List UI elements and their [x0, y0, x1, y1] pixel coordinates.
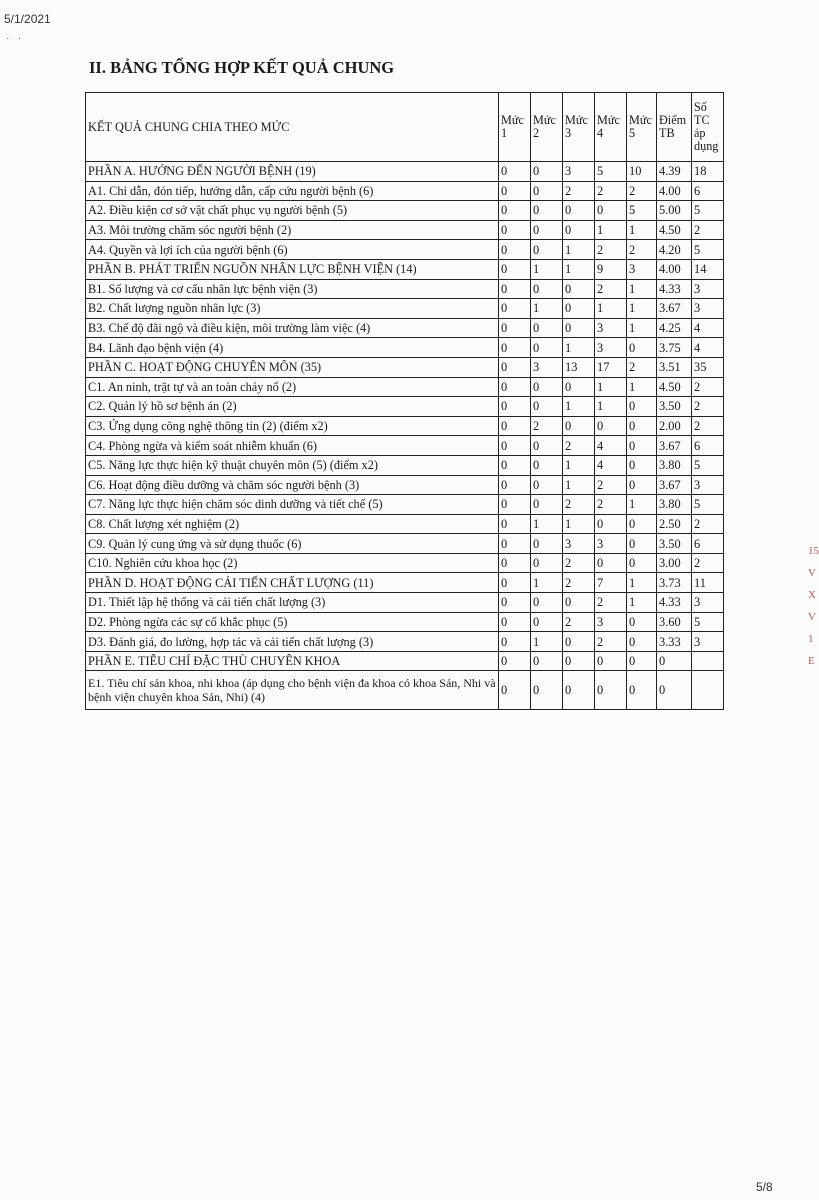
level-3-count: 0: [563, 279, 595, 299]
level-2-count: 0: [531, 162, 563, 182]
average-score: 4.00: [657, 181, 692, 201]
level-2-count: 0: [531, 377, 563, 397]
level-4-count: 0: [595, 416, 627, 436]
page-number: 5/8: [756, 1180, 773, 1194]
level-4-count: 3: [595, 318, 627, 338]
level-2-count: 0: [531, 397, 563, 417]
table-row: [86, 514, 724, 534]
criteria-count: 6: [692, 534, 724, 554]
table-row: [86, 553, 724, 573]
row-category: A3. Môi trường chăm sóc người bệnh (2): [86, 220, 499, 240]
criteria-count: [692, 671, 724, 710]
level-1-count: 0: [499, 612, 531, 632]
level-4-count: 2: [595, 593, 627, 613]
criteria-count: 14: [692, 259, 724, 279]
average-score: 4.25: [657, 318, 692, 338]
criteria-count: 6: [692, 436, 724, 456]
criteria-count: 2: [692, 397, 724, 417]
level-2-count: 0: [531, 436, 563, 456]
level-1-count: 0: [499, 495, 531, 515]
level-2-count: 0: [531, 651, 563, 671]
level-4-count: 1: [595, 220, 627, 240]
level-4-count: 0: [595, 514, 627, 534]
level-2-count: 0: [531, 201, 563, 221]
level-5-count: 0: [627, 612, 657, 632]
row-category: C9. Quản lý cung ứng và sử dụng thuốc (6): [86, 534, 499, 554]
margin-mark: 1: [808, 633, 814, 645]
level-2-count: 1: [531, 259, 563, 279]
level-3-count: 1: [563, 338, 595, 358]
header-criteria-count: Số TC áp dụng: [692, 93, 724, 162]
level-3-count: 0: [563, 632, 595, 652]
level-1-count: 0: [499, 259, 531, 279]
level-3-count: 1: [563, 514, 595, 534]
average-score: 4.33: [657, 593, 692, 613]
average-score: 0: [657, 651, 692, 671]
level-3-count: 1: [563, 455, 595, 475]
level-1-count: 0: [499, 220, 531, 240]
level-2-count: 0: [531, 455, 563, 475]
table-row: [86, 279, 724, 299]
level-1-count: 0: [499, 279, 531, 299]
row-category: PHẦN C. HOẠT ĐỘNG CHUYÊN MÔN (35): [86, 357, 499, 377]
table-row: [86, 201, 724, 221]
criteria-count: 18: [692, 162, 724, 182]
level-5-count: 10: [627, 162, 657, 182]
criteria-count: [692, 651, 724, 671]
level-1-count: 0: [499, 632, 531, 652]
level-2-count: 0: [531, 318, 563, 338]
level-1-count: 0: [499, 201, 531, 221]
header-average-score: Điểm TB: [657, 93, 692, 162]
level-2-count: 0: [531, 181, 563, 201]
criteria-count: 5: [692, 240, 724, 260]
level-2-count: 1: [531, 632, 563, 652]
level-4-count: 0: [595, 553, 627, 573]
level-1-count: 0: [499, 240, 531, 260]
criteria-count: 5: [692, 495, 724, 515]
row-category: A4. Quyền và lợi ích của người bệnh (6): [86, 240, 499, 260]
level-3-count: 0: [563, 220, 595, 240]
table-row: [86, 671, 724, 710]
level-5-count: 1: [627, 318, 657, 338]
level-3-count: 1: [563, 397, 595, 417]
level-1-count: 0: [499, 514, 531, 534]
level-5-count: 0: [627, 651, 657, 671]
row-category: C10. Nghiên cứu khoa học (2): [86, 553, 499, 573]
criteria-count: 3: [692, 279, 724, 299]
level-5-count: 2: [627, 181, 657, 201]
level-4-count: 5: [595, 162, 627, 182]
table-row: [86, 495, 724, 515]
level-1-count: 0: [499, 534, 531, 554]
row-category: PHẦN E. TIÊU CHÍ ĐẶC THÙ CHUYÊN KHOA: [86, 651, 499, 671]
table-row: [86, 651, 724, 671]
average-score: 3.67: [657, 299, 692, 319]
level-5-count: 0: [627, 338, 657, 358]
table-row: [86, 612, 724, 632]
criteria-count: 4: [692, 338, 724, 358]
level-2-count: 2: [531, 416, 563, 436]
criteria-count: 11: [692, 573, 724, 593]
average-score: 3.80: [657, 495, 692, 515]
average-score: 3.80: [657, 455, 692, 475]
row-category: E1. Tiêu chí sản khoa, nhi khoa (áp dụng cho bệnh viện đa khoa có khoa Sản, Nhi và bệnh viện chuyên khoa Sản, Nhi) (4): [86, 671, 499, 710]
table-row: [86, 299, 724, 319]
row-category: PHẦN D. HOẠT ĐỘNG CẢI TIẾN CHẤT LƯỢNG (11): [86, 573, 499, 593]
level-5-count: 3: [627, 259, 657, 279]
header-level-2: Mức 2: [531, 93, 563, 162]
average-score: 3.60: [657, 612, 692, 632]
level-4-count: 2: [595, 181, 627, 201]
results-table: [85, 92, 724, 710]
level-4-count: 4: [595, 455, 627, 475]
criteria-count: 3: [692, 593, 724, 613]
row-category: D3. Đánh giá, đo lường, hợp tác và cải tiến chất lượng (3): [86, 632, 499, 652]
table-row: [86, 455, 724, 475]
level-2-count: 0: [531, 671, 563, 710]
table-row: [86, 632, 724, 652]
level-1-count: 0: [499, 397, 531, 417]
level-5-count: 0: [627, 632, 657, 652]
row-category: PHẦN A. HƯỚNG ĐẾN NGƯỜI BỆNH (19): [86, 162, 499, 182]
level-2-count: 0: [531, 593, 563, 613]
average-score: 3.75: [657, 338, 692, 358]
level-4-count: 0: [595, 201, 627, 221]
level-1-count: 0: [499, 162, 531, 182]
level-2-count: 3: [531, 357, 563, 377]
level-3-count: 0: [563, 299, 595, 319]
level-5-count: 1: [627, 377, 657, 397]
header-level-4: Mức 4: [595, 93, 627, 162]
level-2-count: 1: [531, 573, 563, 593]
level-3-count: 0: [563, 671, 595, 710]
level-5-count: 0: [627, 455, 657, 475]
average-score: 3.73: [657, 573, 692, 593]
average-score: 3.51: [657, 357, 692, 377]
table-row: [86, 357, 724, 377]
level-3-count: 1: [563, 240, 595, 260]
level-4-count: 2: [595, 279, 627, 299]
criteria-count: 2: [692, 514, 724, 534]
criteria-count: 2: [692, 220, 724, 240]
table-row: [86, 593, 724, 613]
level-4-count: 1: [595, 397, 627, 417]
level-4-count: 17: [595, 357, 627, 377]
level-2-count: 1: [531, 299, 563, 319]
level-3-count: 2: [563, 553, 595, 573]
row-category: A1. Chỉ dẫn, đón tiếp, hướng dẫn, cấp cứu người bệnh (6): [86, 181, 499, 201]
header-level-1: Mức 1: [499, 93, 531, 162]
level-5-count: 0: [627, 534, 657, 554]
level-2-count: 0: [531, 495, 563, 515]
table-row: [86, 338, 724, 358]
criteria-count: 2: [692, 377, 724, 397]
print-date: 5/1/2021: [4, 12, 51, 26]
level-5-count: 5: [627, 201, 657, 221]
level-3-count: 0: [563, 377, 595, 397]
level-5-count: 1: [627, 573, 657, 593]
level-4-count: 4: [595, 436, 627, 456]
level-2-count: 0: [531, 475, 563, 495]
level-2-count: 0: [531, 534, 563, 554]
margin-mark: X: [808, 589, 816, 601]
level-5-count: 0: [627, 553, 657, 573]
level-2-count: 0: [531, 553, 563, 573]
row-category: PHẦN B. PHÁT TRIỂN NGUỒN NHÂN LỰC BỆNH VIỆN (14): [86, 259, 499, 279]
criteria-count: 2: [692, 553, 724, 573]
level-4-count: 3: [595, 338, 627, 358]
average-score: 2.00: [657, 416, 692, 436]
table-header-row: [86, 93, 724, 162]
row-category: A2. Điều kiện cơ sở vật chất phục vụ người bệnh (5): [86, 201, 499, 221]
level-1-count: 0: [499, 181, 531, 201]
level-3-count: 3: [563, 162, 595, 182]
criteria-count: 2: [692, 416, 724, 436]
level-5-count: 0: [627, 514, 657, 534]
level-5-count: 2: [627, 240, 657, 260]
average-score: 3.50: [657, 397, 692, 417]
level-2-count: 0: [531, 279, 563, 299]
header-category: KẾT QUẢ CHUNG CHIA THEO MỨC: [86, 93, 499, 162]
row-category: C8. Chất lượng xét nghiệm (2): [86, 514, 499, 534]
level-3-count: 2: [563, 436, 595, 456]
criteria-count: 4: [692, 318, 724, 338]
level-4-count: 2: [595, 632, 627, 652]
average-score: 3.50: [657, 534, 692, 554]
table-row: [86, 534, 724, 554]
criteria-count: 5: [692, 201, 724, 221]
criteria-count: 5: [692, 612, 724, 632]
level-1-count: 0: [499, 573, 531, 593]
level-2-count: 0: [531, 220, 563, 240]
level-2-count: 0: [531, 612, 563, 632]
level-5-count: 0: [627, 671, 657, 710]
level-5-count: 1: [627, 495, 657, 515]
level-1-count: 0: [499, 651, 531, 671]
header-level-3: Mức 3: [563, 93, 595, 162]
margin-mark: 15: [808, 545, 819, 557]
criteria-count: 35: [692, 357, 724, 377]
table-row: [86, 397, 724, 417]
margin-mark: V: [808, 567, 816, 579]
average-score: 4.50: [657, 220, 692, 240]
level-3-count: 1: [563, 475, 595, 495]
average-score: 4.00: [657, 259, 692, 279]
criteria-count: 5: [692, 455, 724, 475]
level-1-count: 0: [499, 299, 531, 319]
table-row: [86, 220, 724, 240]
level-1-count: 0: [499, 338, 531, 358]
table-row: [86, 377, 724, 397]
level-4-count: 2: [595, 495, 627, 515]
level-1-count: 0: [499, 553, 531, 573]
level-5-count: 0: [627, 475, 657, 495]
level-4-count: 7: [595, 573, 627, 593]
table-row: [86, 259, 724, 279]
level-3-count: 0: [563, 416, 595, 436]
row-category: B4. Lãnh đạo bệnh viện (4): [86, 338, 499, 358]
table-row: [86, 162, 724, 182]
section-title: II. BẢNG TỔNG HỢP KẾT QUẢ CHUNG: [89, 58, 395, 77]
average-score: 0: [657, 671, 692, 710]
row-category: B2. Chất lượng nguồn nhân lực (3): [86, 299, 499, 319]
level-4-count: 2: [595, 475, 627, 495]
level-3-count: 0: [563, 593, 595, 613]
average-score: 3.00: [657, 553, 692, 573]
level-5-count: 1: [627, 279, 657, 299]
level-5-count: 0: [627, 397, 657, 417]
average-score: 3.67: [657, 436, 692, 456]
row-category: C7. Năng lực thực hiện chăm sóc dinh dưỡng và tiết chế (5): [86, 495, 499, 515]
level-4-count: 0: [595, 651, 627, 671]
level-5-count: 1: [627, 593, 657, 613]
level-4-count: 3: [595, 534, 627, 554]
level-4-count: 1: [595, 299, 627, 319]
average-score: 3.67: [657, 475, 692, 495]
level-4-count: 2: [595, 240, 627, 260]
table-row: [86, 436, 724, 456]
average-score: 5.00: [657, 201, 692, 221]
margin-mark: V: [808, 611, 816, 623]
row-category: C2. Quản lý hồ sơ bệnh án (2): [86, 397, 499, 417]
level-4-count: 1: [595, 377, 627, 397]
level-2-count: 0: [531, 338, 563, 358]
level-3-count: 2: [563, 181, 595, 201]
row-category: D2. Phòng ngừa các sự cố khắc phục (5): [86, 612, 499, 632]
level-5-count: 2: [627, 357, 657, 377]
level-3-count: 2: [563, 612, 595, 632]
average-score: 4.39: [657, 162, 692, 182]
level-1-count: 0: [499, 436, 531, 456]
average-score: 3.33: [657, 632, 692, 652]
row-category: D1. Thiết lập hệ thống và cải tiến chất lượng (3): [86, 593, 499, 613]
level-1-count: 0: [499, 671, 531, 710]
level-5-count: 1: [627, 220, 657, 240]
level-5-count: 0: [627, 416, 657, 436]
level-4-count: 3: [595, 612, 627, 632]
row-category: C4. Phòng ngừa và kiểm soát nhiễm khuẩn (6): [86, 436, 499, 456]
average-score: 4.20: [657, 240, 692, 260]
level-3-count: 2: [563, 573, 595, 593]
level-2-count: 0: [531, 240, 563, 260]
table-row: [86, 475, 724, 495]
level-1-count: 0: [499, 318, 531, 338]
table-row: [86, 318, 724, 338]
table-row: [86, 240, 724, 260]
level-3-count: 0: [563, 201, 595, 221]
criteria-count: 3: [692, 475, 724, 495]
margin-marks: [808, 540, 818, 672]
level-1-count: 0: [499, 455, 531, 475]
criteria-count: 3: [692, 632, 724, 652]
table-row: [86, 416, 724, 436]
level-5-count: 0: [627, 436, 657, 456]
level-3-count: 0: [563, 318, 595, 338]
average-score: 4.33: [657, 279, 692, 299]
row-category: C3. Ứng dụng công nghệ thông tin (2) (điểm x2): [86, 416, 499, 436]
level-1-count: 0: [499, 475, 531, 495]
average-score: 2.50: [657, 514, 692, 534]
level-5-count: 1: [627, 299, 657, 319]
level-4-count: 9: [595, 259, 627, 279]
table-body: [86, 162, 724, 710]
average-score: 4.50: [657, 377, 692, 397]
criteria-count: 6: [692, 181, 724, 201]
row-category: C5. Năng lực thực hiện kỹ thuật chuyên môn (5) (điểm x2): [86, 455, 499, 475]
level-1-count: 0: [499, 377, 531, 397]
header-level-5: Mức 5: [627, 93, 657, 162]
row-category: C1. An ninh, trật tự và an toàn cháy nổ (2): [86, 377, 499, 397]
table-row: [86, 181, 724, 201]
level-3-count: 2: [563, 495, 595, 515]
level-3-count: 3: [563, 534, 595, 554]
level-2-count: 1: [531, 514, 563, 534]
scan-marks: · ·: [6, 34, 25, 45]
row-category: C6. Hoạt động điều dưỡng và chăm sóc người bệnh (3): [86, 475, 499, 495]
row-category: B1. Số lượng và cơ cấu nhân lực bệnh viện (3): [86, 279, 499, 299]
criteria-count: 3: [692, 299, 724, 319]
level-1-count: 0: [499, 593, 531, 613]
table-row: [86, 573, 724, 593]
row-category: B3. Chế độ đãi ngộ và điều kiện, môi trường làm việc (4): [86, 318, 499, 338]
margin-mark: E: [808, 655, 815, 667]
level-4-count: 0: [595, 671, 627, 710]
level-3-count: 13: [563, 357, 595, 377]
level-3-count: 1: [563, 259, 595, 279]
level-1-count: 0: [499, 357, 531, 377]
level-1-count: 0: [499, 416, 531, 436]
level-3-count: 0: [563, 651, 595, 671]
